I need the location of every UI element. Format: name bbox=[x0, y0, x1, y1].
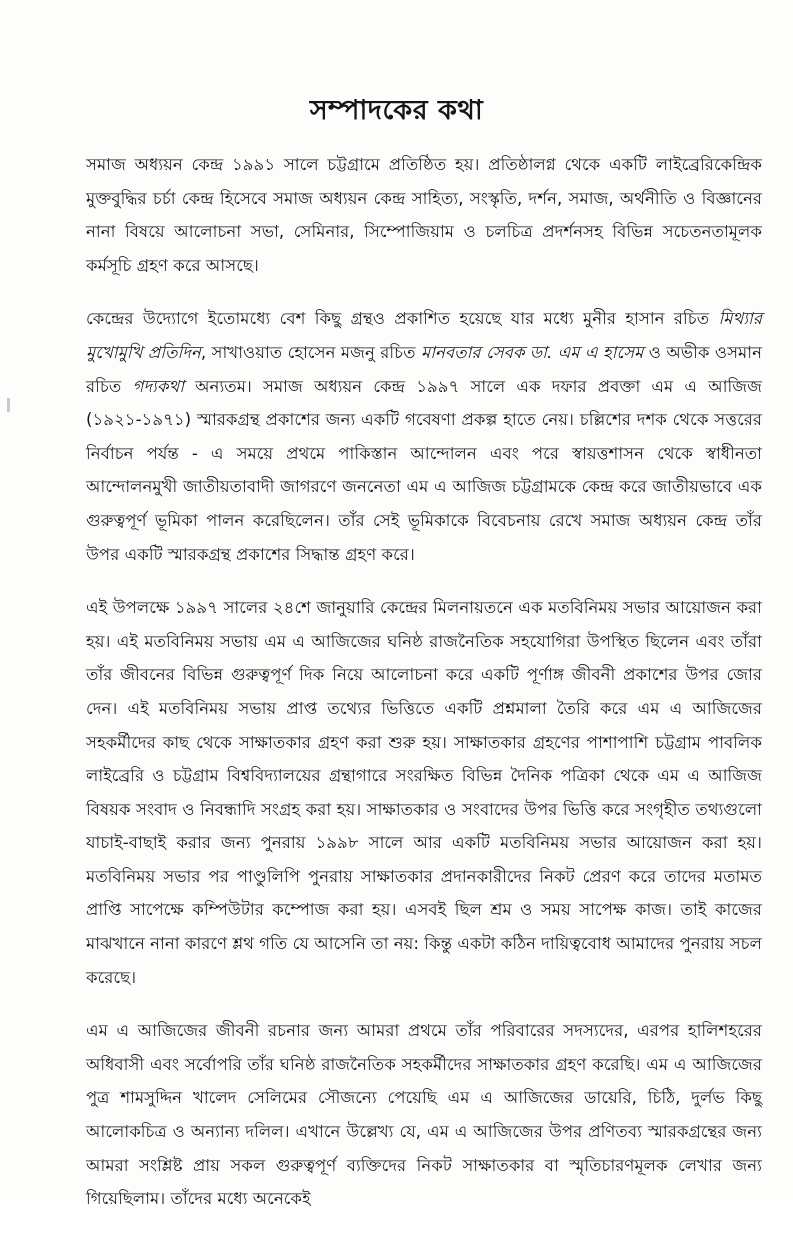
paragraph-2 bbox=[86, 302, 762, 571]
book-title-mithyar: মিথ্যার মুখোমুখি প্রতিদিন bbox=[86, 309, 762, 362]
paragraph-2-text-b: , সাখাওয়াত হোসেন মজনু রচিত bbox=[200, 342, 421, 362]
paragraph-3: এই উপলক্ষে ১৯৯৭ সালের ২৪শে জানুয়ারি কেন্দ্রের মিলনায়তনে এক মতবিনিময় সভার আয়োজন করা হয়। এই মতবিনিময় সভায় এম এ আজিজের ঘনিষ্ঠ রাজনৈতিক সহযোগিরা উপস্থিত ছিলেন এবং তাঁরা তাঁর জীবনের বিভিন্ন গুরুত্বপূর্ণ দিক নিয়ে আলোচনা করে একটি পূর্ণাঙ্গ জীবনী প্রকাশের উপর জোর দেন। এই মতবিনিময় সভায় প্রাপ্ত তথ্যের ভিত্তিতে একটি প্রশ্নমালা তৈরি করে এম এ আজিজের সহকর্মীদের কাছ থেকে সাক্ষাতকার গ্রহণ করা শুরু হয়। সাক্ষাতকার গ্রহণের পাশাপাশি চট্টগ্রাম পাবলিক লাইব্রেরি ও চট্টগ্রাম বিশ্ববিদ্যালয়ের গ্রন্থাগারে সংরক্ষিত বিভিন্ন দৈনিক পত্রিকা থেকে এম এ আজিজ বিষয়ক সংবাদ ও নিবন্ধাদি সংগ্রহ করা হয়। সাক্ষাতকার ও সংবাদের উপর ভিত্তি করে সংগৃহীত তথ্যগুলো যাচাই-বাছাই করার জন্য পুনরায় ১৯৯৮ সালে আর একটি মতবিনিময় সভার আয়োজন করা হয়। মতবিনিময় সভার পর পাণ্ডুলিপি পুনরায় সাক্ষাতকার প্রদানকারীদের নিকট প্রেরণ করে তাদের মতামত প্রাপ্তি সাপেক্ষে কম্পিউটার কম্পোজ করা হয়। এসবই ছিল শ্রম ও সময় সাপেক্ষ কাজ। তাই কাজের মাঝখানে নানা কারণে শ্লথ গতি যে আসেনি তা নয়: কিন্তু একটা কঠিন দায়িত্ববোধ আমাদের পুনরায় সচল করেছে। bbox=[86, 598, 762, 987]
paragraph-2-text-a: কেন্দ্রের উদ্যোগে ইতোমধ্যে বেশ কিছু গ্রন্থও প্রকাশিত হয়েছে যার মধ্যে মুনীর হাসান রচিত bbox=[86, 309, 719, 329]
paragraph-1: সমাজ অধ্যয়ন কেন্দ্র ১৯৯১ সালে চট্টগ্রামে প্রতিষ্ঠিত হয়। প্রতিষ্ঠালগ্ন থেকে একটি লাইব্রেরিকেন্দ্রিক মুক্তবুদ্ধির চর্চা কেন্দ্র হিসেবে সমাজ অধ্যয়ন কেন্দ্র সাহিত্য, সংস্কৃতি, দর্শন, সমাজ, অর্থনীতি ও বিজ্ঞানের নানা বিষয়ে আলোচনা সভা, সেমিনার, সিম্পোজিয়াম ও চলচিত্র প্রদর্শনসহ বিভিন্ন সচেতনতামূলক কর্মসূচি গ্রহণ করে আসছে। bbox=[86, 155, 762, 275]
book-title-godyokotha: গদ্যকথা bbox=[132, 376, 185, 396]
page-title: সম্পাদকের কথা bbox=[309, 95, 484, 126]
body-text bbox=[86, 148, 762, 1236]
scan-artifact bbox=[7, 398, 10, 412]
paragraph-2-text-d: অন্যতম। সমাজ অধ্যয়ন কেন্দ্র ১৯৯৭ সালে এক দফার প্রবক্তা এম এ আজিজ (১৯২১-১৯৭১) স্মারকগ্রন্থ প্রকাশের জন্য একটি গবেষণা প্রকল্প হাতে নেয়। চল্লিশের দশক থেকে সত্তরের নির্বাচন পর্যন্ত - এ সময়ে প্রথমে পাকিস্তান আন্দোলন এবং পরে স্বায়ত্তশাসন থেকে স্বাধীনতা আন্দোলনমুখী জাতীয়তাবাদী জাগরণে জননেতা এম এ আজিজ চট্টগ্রামকে কেন্দ্র করে জাতীয়ভাবে এক গুরুত্বপূর্ণ ভূমিকা পালন করেছিলেন। তাঁর সেই ভূমিকাকে বিবেচনায় রেখে সমাজ অধ্যয়ন কেন্দ্র তাঁর উপর একটি স্মারকগ্রন্থ প্রকাশের সিদ্ধান্ত গ্রহণ করে। bbox=[86, 376, 762, 564]
paragraph-2-text-c: ও অভীক ওসমান রচিত bbox=[86, 342, 762, 396]
book-title-manabatar: মানবতার সেবক ডা. এম এ হাসেম bbox=[420, 342, 644, 362]
paragraph-4: এম এ আজিজের জীবনী রচনার জন্য আমরা প্রথমে তাঁর পরিবারের সদস্যদের, এরপর হালিশহরের অধিবাসী এবং সর্বোপরি তাঁর ঘনিষ্ঠ রাজনৈতিক সহকর্মীদের সাক্ষাতকার গ্রহণ করেছি। এম এ আজিজের পুত্র শামসুদ্দিন খালেদ সেলিমের সৌজন্যে পেয়েছি এম এ আজিজের ডায়েরি, চিঠি, দুর্লভ কিছু আলোকচিত্র ও অন্যান্য দলিল। এখানে উল্লেখ্য যে, এম এ আজিজের উপর প্রণিতব্য স্মারকগ্রন্থের জন্য আমরা সংশ্লিষ্ট প্রায় সকল গুরুত্বপূর্ণ ব্যক্তিদের নিকট সাক্ষাতকার বা স্মৃতিচারণমূলক লেখার জন্য গিয়েছিলাম। তাঁদের মধ্যে অনেকেই bbox=[86, 1021, 762, 1209]
